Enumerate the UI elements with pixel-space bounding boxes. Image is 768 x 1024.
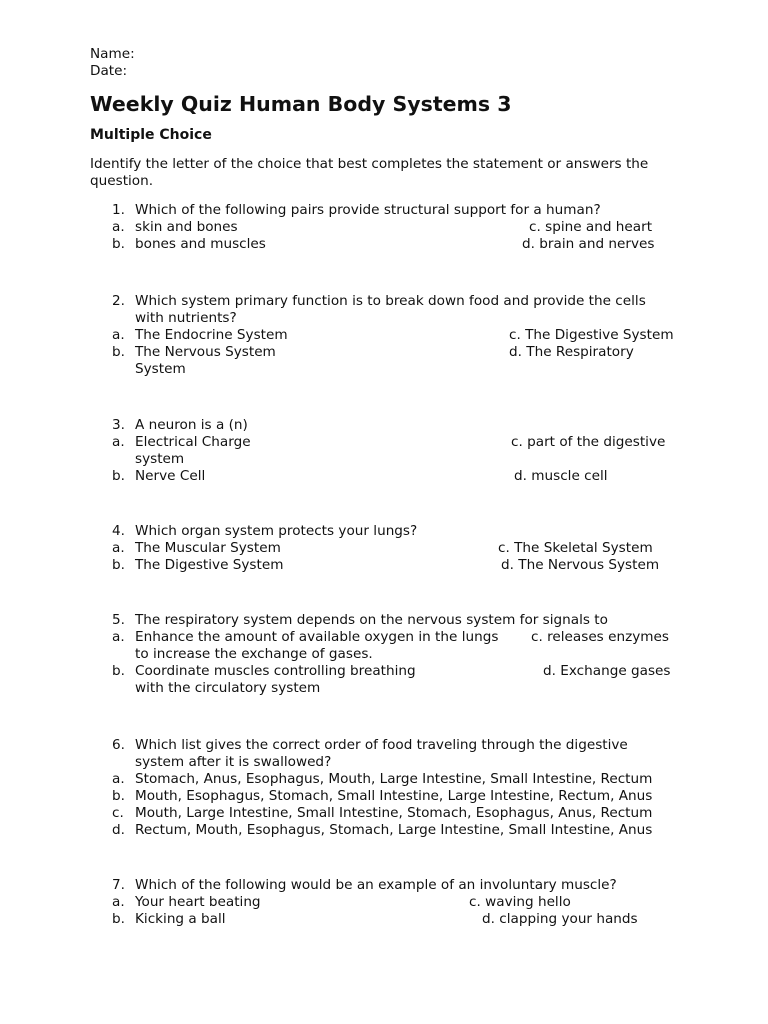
name-label: Name: [90,46,135,62]
quiz-title: Weekly Quiz Human Body Systems 3 [90,92,512,116]
question-stem: Which list gives the correct order of food traveling through the digestive [135,737,628,753]
choice-b-letter: b. [112,236,125,252]
choice-a: Enhance the amount of available oxygen in the lungs [135,629,499,645]
choice-d: d. Exchange gases [543,663,671,679]
question-number: 4. [112,523,125,539]
choice-a-cont: system [135,451,185,467]
choice-a: Stomach, Anus, Esophagus, Mouth, Large Intestine, Small Intestine, Rectum [135,771,653,787]
choice-a-letter: a. [112,771,125,787]
choice-d-letter: d. [112,822,125,838]
choice-b-letter: b. [112,911,125,927]
choice-c-letter: c. [112,805,124,821]
question-stem: Which system primary function is to break down food and provide the cells [135,293,646,309]
choice-a-letter: a. [112,540,125,556]
choice-b-letter: b. [112,788,125,804]
choice-b: The Nervous System [135,344,276,360]
choice-c: c. waving hello [469,894,571,910]
choice-a: The Endocrine System [135,327,288,343]
choice-d: d. muscle cell [514,468,608,484]
choice-b: Coordinate muscles controlling breathing [135,663,416,679]
choice-a: Your heart beating [135,894,261,910]
question-stem: Which of the following would be an example of an involuntary muscle? [135,877,617,893]
choice-c: c. The Skeletal System [498,540,653,556]
question-stem: The respiratory system depends on the nervous system for signals to [135,612,608,628]
choice-b-letter: b. [112,344,125,360]
choice-a-cont: to increase the exchange of gases. [135,646,373,662]
choice-d: Rectum, Mouth, Esophagus, Stomach, Large Intestine, Small Intestine, Anus [135,822,653,838]
choice-b-letter: b. [112,663,125,679]
choice-a-letter: a. [112,327,125,343]
choice-a: skin and bones [135,219,238,235]
choice-d: d. The Respiratory [509,344,634,360]
question-number: 7. [112,877,125,893]
choice-a-letter: a. [112,629,125,645]
question-stem-cont: system after it is swallowed? [135,754,332,770]
choice-d: d. The Nervous System [501,557,660,573]
choice-a: The Muscular System [135,540,281,556]
choice-b: Nerve Cell [135,468,206,484]
choice-a: Electrical Charge [135,434,251,450]
choice-c: c. The Digestive System [509,327,674,343]
choice-b: Kicking a ball [135,911,226,927]
question-stem: A neuron is a (n) [135,417,248,433]
instructions: Identify the letter of the choice that best completes the statement or answers the question. [90,156,649,189]
choice-b: Mouth, Esophagus, Stomach, Small Intestine, Large Intestine, Rectum, Anus [135,788,653,804]
choice-d: d. brain and nerves [522,236,655,252]
choice-c: c. releases enzymes [531,629,669,645]
date-label: Date: [90,63,128,79]
choice-b: bones and muscles [135,236,266,252]
choice-a-letter: a. [112,894,125,910]
choice-b-letter: b. [112,557,125,573]
question-number: 3. [112,417,125,433]
question-stem-cont: with nutrients? [135,310,237,326]
question-number: 5. [112,612,125,628]
choice-b-cont: with the circulatory system [135,680,321,696]
choice-a-letter: a. [112,219,125,235]
section-heading: Multiple Choice [90,127,212,143]
choice-c: Mouth, Large Intestine, Small Intestine, Stomach, Esophagus, Anus, Rectum [135,805,653,821]
choice-c: c. part of the digestive [511,434,666,450]
choice-b-letter: b. [112,468,125,484]
choice-c: c. spine and heart [529,219,653,235]
question-stem: Which organ system protects your lungs? [135,523,418,539]
question-number: 1. [112,202,125,218]
choice-b-cont: System [135,361,186,377]
choice-a-letter: a. [112,434,125,450]
question-number: 6. [112,737,125,753]
question-stem: Which of the following pairs provide structural support for a human? [135,202,601,218]
choice-d: d. clapping your hands [482,911,638,927]
question-number: 2. [112,293,125,309]
choice-b: The Digestive System [135,557,284,573]
